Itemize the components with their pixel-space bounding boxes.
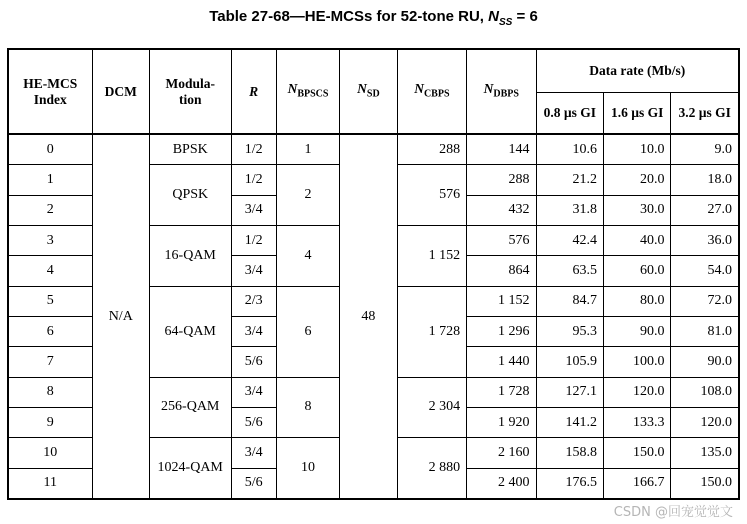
cell-rate-3-2: 36.0: [671, 226, 739, 256]
cell-index: 6: [8, 316, 92, 346]
cell-index: 7: [8, 347, 92, 377]
cell-rate-3-2: 150.0: [671, 468, 739, 499]
cell-modulation: 64-QAM: [149, 286, 231, 377]
cell-index: 3: [8, 226, 92, 256]
cell-rate-0-8: 158.8: [536, 438, 603, 468]
cell-modulation: 256-QAM: [149, 377, 231, 438]
cell-coding-rate: 5/6: [231, 347, 276, 377]
cell-ndbps: 432: [467, 195, 536, 225]
cell-ncbps: 2 304: [397, 377, 466, 438]
cell-coding-rate: 3/4: [231, 256, 276, 286]
header-gi-3-2: 3.2 µs GI: [671, 93, 739, 135]
header-ndbps-base: N: [483, 80, 494, 96]
header-ncbps: [397, 49, 466, 134]
cell-index: 11: [8, 468, 92, 499]
cell-rate-0-8: 84.7: [536, 286, 603, 316]
header-nbpscs: [276, 49, 339, 134]
header-nsd: [340, 49, 397, 134]
cell-rate-3-2: 72.0: [671, 286, 739, 316]
cell-index: 4: [8, 256, 92, 286]
header-gi-1-6: 1.6 µs GI: [604, 93, 671, 135]
cell-nbpscs: 4: [276, 226, 339, 287]
cell-modulation: 16-QAM: [149, 226, 231, 287]
header-ndbps: [467, 49, 536, 134]
cell-nbpscs: 8: [276, 377, 339, 438]
cell-ndbps: 2 160: [467, 438, 536, 468]
cell-ndbps: 576: [467, 226, 536, 256]
header-nsd-sub: SD: [366, 88, 380, 100]
cell-coding-rate: 3/4: [231, 438, 276, 468]
cell-ndbps: 2 400: [467, 468, 536, 499]
cell-rate-1-6: 150.0: [604, 438, 671, 468]
header-ncbps-sub: CBPS: [423, 88, 450, 100]
cell-rate-3-2: 9.0: [671, 134, 739, 165]
mcs-table: [7, 48, 740, 500]
cell-nsd: 48: [340, 134, 397, 499]
cell-index: 1: [8, 165, 92, 195]
cell-rate-0-8: 42.4: [536, 226, 603, 256]
cell-modulation: BPSK: [149, 134, 231, 165]
cell-coding-rate: 3/4: [231, 195, 276, 225]
cell-rate-1-6: 166.7: [604, 468, 671, 499]
table-caption: [0, 8, 747, 28]
cell-modulation: 1024-QAM: [149, 438, 231, 499]
cell-dcm: N/A: [92, 134, 149, 499]
cell-rate-0-8: 176.5: [536, 468, 603, 499]
table-body: [8, 134, 739, 499]
caption-text: Table 27-68—HE-MCSs for 52-tone RU,: [209, 8, 489, 25]
cell-rate-0-8: 141.2: [536, 407, 603, 437]
cell-rate-0-8: 31.8: [536, 195, 603, 225]
cell-rate-3-2: 120.0: [671, 407, 739, 437]
cell-rate-0-8: 10.6: [536, 134, 603, 165]
table-header: [8, 49, 739, 134]
cell-rate-0-8: 127.1: [536, 377, 603, 407]
header-nbpscs-base: N: [287, 80, 298, 96]
cell-ndbps: 288: [467, 165, 536, 195]
header-ndbps-sub: DBPS: [493, 88, 519, 100]
cell-modulation: QPSK: [149, 165, 231, 226]
cell-rate-1-6: 30.0: [604, 195, 671, 225]
cell-coding-rate: 1/2: [231, 134, 276, 165]
cell-rate-0-8: 95.3: [536, 316, 603, 346]
cell-ndbps: 1 920: [467, 407, 536, 437]
cell-nbpscs: 10: [276, 438, 339, 499]
header-nbpscs-sub: BPSCS: [297, 88, 329, 100]
cell-index: 0: [8, 134, 92, 165]
cell-rate-1-6: 40.0: [604, 226, 671, 256]
caption-suffix: = 6: [512, 8, 538, 25]
cell-coding-rate: 5/6: [231, 468, 276, 499]
cell-ncbps: 288: [397, 134, 466, 165]
cell-index: 10: [8, 438, 92, 468]
cell-rate-1-6: 80.0: [604, 286, 671, 316]
cell-rate-0-8: 105.9: [536, 347, 603, 377]
cell-rate-1-6: 133.3: [604, 407, 671, 437]
cell-rate-3-2: 18.0: [671, 165, 739, 195]
cell-coding-rate: 5/6: [231, 407, 276, 437]
caption-symbol: N: [488, 8, 499, 25]
cell-rate-0-8: 63.5: [536, 256, 603, 286]
cell-nbpscs: 2: [276, 165, 339, 226]
cell-ndbps: 1 440: [467, 347, 536, 377]
cell-ndbps: 1 296: [467, 316, 536, 346]
cell-rate-1-6: 100.0: [604, 347, 671, 377]
cell-rate-0-8: 21.2: [536, 165, 603, 195]
cell-rate-3-2: 135.0: [671, 438, 739, 468]
cell-coding-rate: 3/4: [231, 377, 276, 407]
cell-rate-3-2: 27.0: [671, 195, 739, 225]
header-gi-0-8: 0.8 µs GI: [536, 93, 603, 135]
cell-ncbps: 576: [397, 165, 466, 226]
cell-rate-3-2: 90.0: [671, 347, 739, 377]
watermark: CSDN @回宠觉觉文: [613, 505, 733, 520]
cell-nbpscs: 6: [276, 286, 339, 377]
cell-nbpscs: 1: [276, 134, 339, 165]
cell-rate-1-6: 20.0: [604, 165, 671, 195]
cell-rate-1-6: 90.0: [604, 316, 671, 346]
header-dcm: DCM: [92, 49, 149, 134]
cell-rate-3-2: 108.0: [671, 377, 739, 407]
header-ncbps-base: N: [414, 80, 424, 96]
header-coding-rate: R: [231, 49, 276, 134]
cell-coding-rate: 2/3: [231, 286, 276, 316]
cell-coding-rate: 3/4: [231, 316, 276, 346]
cell-rate-1-6: 120.0: [604, 377, 671, 407]
cell-coding-rate: 1/2: [231, 165, 276, 195]
cell-ncbps: 1 152: [397, 226, 466, 287]
cell-ndbps: 1 728: [467, 377, 536, 407]
header-nsd-base: N: [357, 80, 367, 96]
header-data-rate: Data rate (Mb/s): [536, 49, 739, 93]
cell-rate-1-6: 60.0: [604, 256, 671, 286]
cell-index: 2: [8, 195, 92, 225]
table-row: [8, 134, 739, 165]
cell-coding-rate: 1/2: [231, 226, 276, 256]
cell-index: 8: [8, 377, 92, 407]
header-modulation: Modula-tion: [149, 49, 231, 134]
cell-ndbps: 144: [467, 134, 536, 165]
cell-rate-3-2: 81.0: [671, 316, 739, 346]
cell-ncbps: 2 880: [397, 438, 466, 499]
caption-subscript: SS: [499, 17, 513, 28]
header-mcs-index: HE-MCS Index: [8, 49, 92, 134]
cell-ndbps: 1 152: [467, 286, 536, 316]
cell-ncbps: 1 728: [397, 286, 466, 377]
cell-ndbps: 864: [467, 256, 536, 286]
cell-index: 5: [8, 286, 92, 316]
cell-rate-1-6: 10.0: [604, 134, 671, 165]
cell-index: 9: [8, 407, 92, 437]
cell-rate-3-2: 54.0: [671, 256, 739, 286]
